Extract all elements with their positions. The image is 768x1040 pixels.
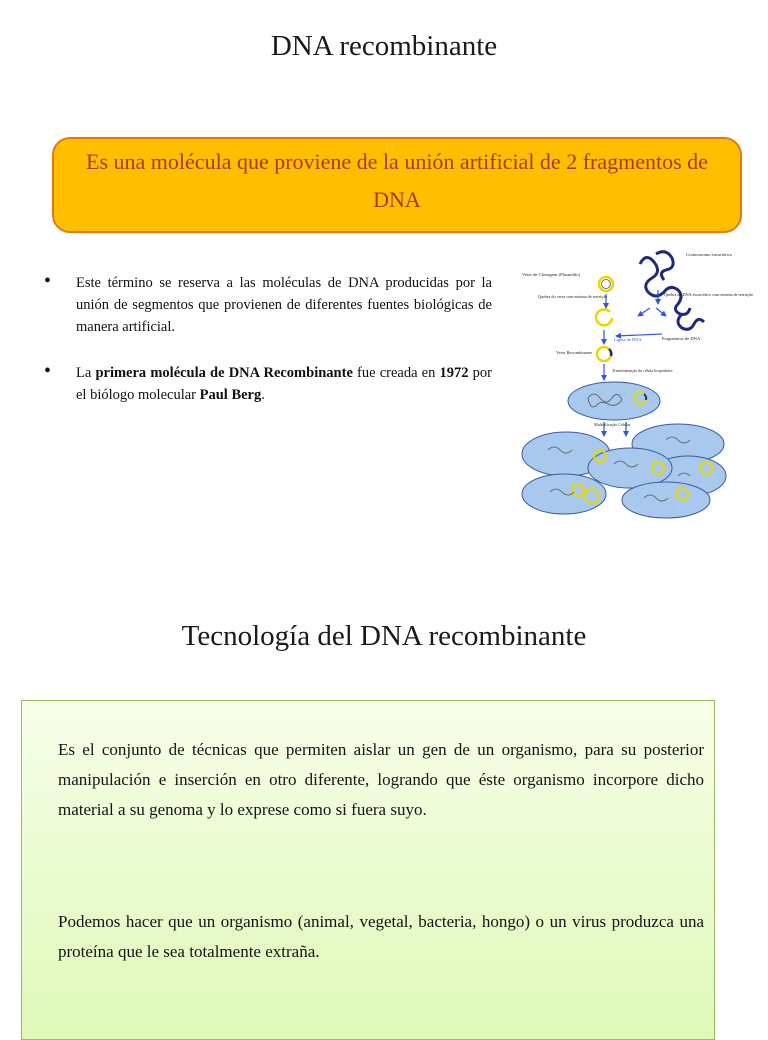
host-cell-icon <box>568 382 660 420</box>
bullet-item <box>42 272 492 338</box>
plasmid-inner-ring <box>602 280 611 289</box>
svg-text:Multiplicação Celular <box>594 422 631 427</box>
year: 1972 <box>439 365 469 381</box>
svg-text:Cromossomo eucariótico <box>686 252 733 257</box>
section-title: Tecnología del DNA recombinante <box>181 620 587 652</box>
technology-paragraph: Podemos hacer que un organismo (animal, vegetal, bacteria, hongo) o un virus produzca una proteína que le sea totalmente extraña. <box>58 912 704 961</box>
label-vector: Vetor de Clonagem (Plasmídio) <box>522 272 581 277</box>
person-name: Paul Berg <box>199 387 262 403</box>
bullet-item <box>42 362 492 406</box>
label-transform: Transformação da célula hospedeira <box>612 368 673 373</box>
bullet-text <box>76 362 492 406</box>
page-title: DNA recombinante <box>270 30 498 62</box>
insert-dna-icon <box>609 349 611 356</box>
bullet-dot-icon: • <box>44 270 52 292</box>
technology-paragraph: Es el conjunto de técnicas que permiten aislar un gen de un organismo, para su posterior manipulación e inserción en otro diferente, logrando que éste organismo incorpore dicho material a su genoma y lo exprese como si fuera suyo. <box>58 740 704 819</box>
recombinant-dna-diagram <box>518 246 753 522</box>
svg-text:Quebra do DNA eucariótico com <box>664 292 753 297</box>
bold-phrase: primera molécula de DNA Recombinante <box>95 365 353 381</box>
bullet-suffix: . <box>261 387 265 403</box>
arrow <box>616 334 662 336</box>
arrow <box>656 308 666 316</box>
svg-text:Vetor de Clonagem (Plasmídio) <box>522 272 581 277</box>
svg-text:Quebra do vetor com enzima de <box>538 294 607 299</box>
svg-text:Fragmentos de DNA <box>662 336 701 341</box>
label-fragments: Fragmentos de DNA <box>662 336 701 341</box>
definition-box <box>52 137 742 233</box>
recombinant-vector-icon <box>597 347 611 361</box>
bullet-prefix: La <box>76 365 96 381</box>
technology-box <box>21 700 715 1040</box>
cut-plasmid-icon <box>596 309 612 325</box>
label-cut-dna: Quebra do DNA eucariótico com enzima de restrição <box>664 292 753 297</box>
bullet-middle-2: por el biólogo molecular <box>76 365 492 403</box>
svg-text:Vetor Recombinante <box>556 350 592 355</box>
label-ligase: Ligase de DNA <box>614 337 642 342</box>
label-chromosome: Cromossomo eucariótico <box>686 252 733 257</box>
daughter-cells-icon <box>522 424 726 518</box>
arrow <box>638 308 650 316</box>
label-cut-vector: Quebra do vetor com enzima de restrição <box>538 294 608 299</box>
dna-fragment-icon <box>678 314 704 329</box>
bullet-dot-icon: • <box>44 360 52 382</box>
label-multiplication: Multiplicação Celular <box>594 422 631 427</box>
svg-text:Ligase de DNA <box>614 337 642 342</box>
svg-text:Transformação da célula hosped <box>612 368 673 373</box>
bullet-text: Este término se reserva a las moléculas de DNA producidas por la unión de segmentos que provienen de diferentes fuentes biológicas de manera artificial. <box>76 275 492 335</box>
bullet-middle: fue creada en <box>352 365 440 381</box>
chromosome-icon <box>640 252 690 315</box>
label-recombinant: Vetor Recombinante <box>556 350 592 355</box>
bullet-list <box>42 272 492 430</box>
definition-text: Es una molécula que proviene de la unión artificial de 2 fragmentos de DNA <box>86 149 708 212</box>
